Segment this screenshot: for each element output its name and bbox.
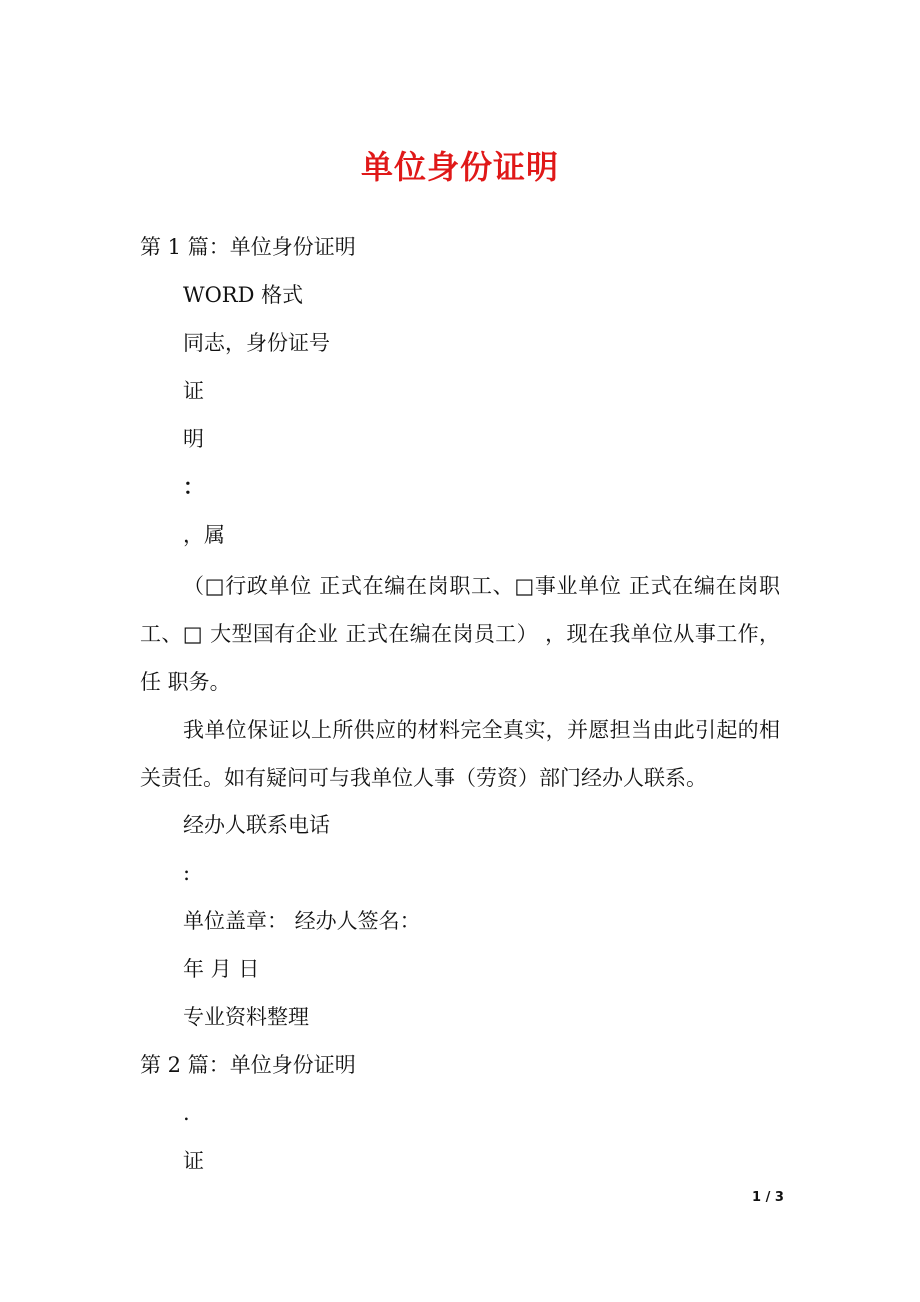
page-indicator: 1 / 3 [752, 1190, 784, 1205]
ming-line: 明 [183, 427, 204, 451]
compiled-line: 专业资料整理 [183, 1005, 309, 1029]
contact-phone-line: 经办人联系电话 [183, 813, 330, 837]
comrade-id-line: 同志，身份证号 [183, 331, 330, 355]
guarantee-paragraph: 我单位保证以上所供应的材料完全真实，并愿担当由此引起的相关责任。如有疑问可与我单位人事（劳资）部门经办人联系。 [140, 718, 780, 790]
section-heading-1: 第 1 篇：单位身份证明 [140, 235, 356, 259]
zheng-line: 证 [183, 379, 204, 403]
document-title: 单位身份证明 [360, 148, 559, 186]
word-format-line: WORD 格式 [183, 283, 304, 307]
belong-line: ，属 [183, 523, 225, 547]
seal-signature-line: 单位盖章： 经办人签名： [183, 909, 421, 933]
colon-small-line: : [183, 861, 191, 885]
date-line: 年 月 日 [183, 957, 260, 981]
zheng2-line: 证 [183, 1149, 204, 1173]
colon-line: ： [183, 474, 204, 499]
dot-line: . [183, 1101, 190, 1125]
unit-type-paragraph: （□行政单位 正式在编在岗职工、□事业单位 正式在编在岗职工、□ 大型国有企业 正式在编在岗员工） ，现在我单位从事工作，任 职务。 [140, 574, 780, 694]
section-heading-2: 第 2 篇：单位身份证明 [140, 1053, 356, 1077]
